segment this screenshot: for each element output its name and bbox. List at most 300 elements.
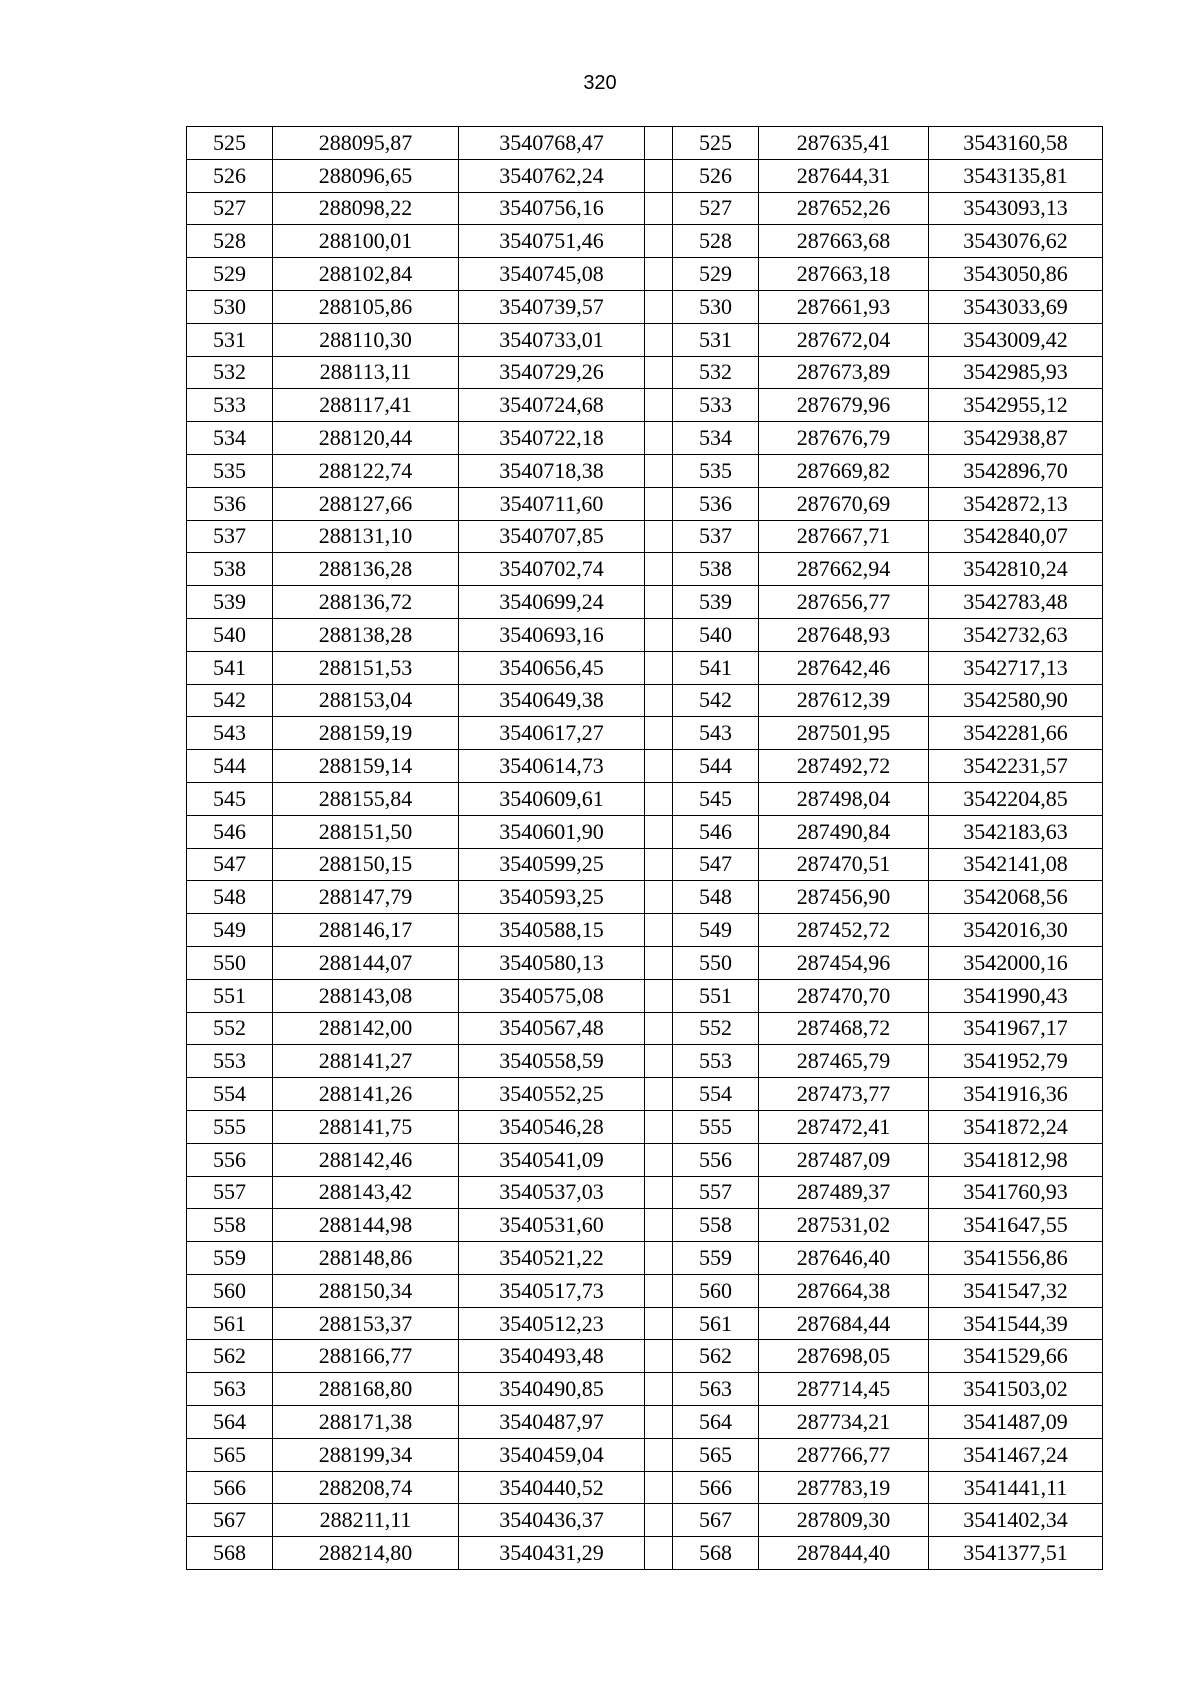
spacer-cell bbox=[645, 1471, 673, 1504]
x-coordinate-right: 287663,68 bbox=[759, 225, 929, 258]
x-coordinate-left: 288211,11 bbox=[273, 1504, 459, 1537]
x-coordinate-right: 287531,02 bbox=[759, 1209, 929, 1242]
y-coordinate-left: 3540699,24 bbox=[459, 586, 645, 619]
y-coordinate-right: 3542955,12 bbox=[929, 389, 1103, 422]
spacer-cell bbox=[645, 520, 673, 553]
x-coordinate-left: 288141,26 bbox=[273, 1078, 459, 1111]
table-row bbox=[187, 159, 1103, 192]
table-row bbox=[187, 1406, 1103, 1439]
y-coordinate-right: 3542985,93 bbox=[929, 356, 1103, 389]
y-coordinate-right: 3542281,66 bbox=[929, 717, 1103, 750]
point-number-left: 565 bbox=[187, 1438, 273, 1471]
y-coordinate-right: 3541529,66 bbox=[929, 1340, 1103, 1373]
spacer-cell bbox=[645, 389, 673, 422]
x-coordinate-left: 288095,87 bbox=[273, 127, 459, 160]
y-coordinate-right: 3541967,17 bbox=[929, 1012, 1103, 1045]
spacer-cell bbox=[645, 1012, 673, 1045]
y-coordinate-right: 3542231,57 bbox=[929, 750, 1103, 783]
x-coordinate-left: 288098,22 bbox=[273, 192, 459, 225]
point-number-right: 550 bbox=[673, 946, 759, 979]
spacer-cell bbox=[645, 979, 673, 1012]
x-coordinate-right: 287844,40 bbox=[759, 1537, 929, 1570]
point-number-right: 546 bbox=[673, 815, 759, 848]
point-number-left: 536 bbox=[187, 487, 273, 520]
table-row bbox=[187, 717, 1103, 750]
x-coordinate-right: 287456,90 bbox=[759, 881, 929, 914]
table-row bbox=[187, 848, 1103, 881]
y-coordinate-left: 3540593,25 bbox=[459, 881, 645, 914]
y-coordinate-left: 3540517,73 bbox=[459, 1274, 645, 1307]
x-coordinate-left: 288100,01 bbox=[273, 225, 459, 258]
x-coordinate-right: 287672,04 bbox=[759, 323, 929, 356]
y-coordinate-right: 3541467,24 bbox=[929, 1438, 1103, 1471]
spacer-cell bbox=[645, 914, 673, 947]
table-row bbox=[187, 1307, 1103, 1340]
spacer-cell bbox=[645, 1406, 673, 1439]
x-coordinate-left: 288136,28 bbox=[273, 553, 459, 586]
point-number-right: 556 bbox=[673, 1143, 759, 1176]
spacer-cell bbox=[645, 750, 673, 783]
table-row bbox=[187, 782, 1103, 815]
spacer-cell bbox=[645, 1340, 673, 1373]
x-coordinate-right: 287472,41 bbox=[759, 1110, 929, 1143]
y-coordinate-right: 3541916,36 bbox=[929, 1078, 1103, 1111]
point-number-right: 532 bbox=[673, 356, 759, 389]
table-row bbox=[187, 1143, 1103, 1176]
table-row bbox=[187, 454, 1103, 487]
table-row bbox=[187, 1209, 1103, 1242]
x-coordinate-left: 288105,86 bbox=[273, 290, 459, 323]
point-number-right: 526 bbox=[673, 159, 759, 192]
y-coordinate-right: 3543160,58 bbox=[929, 127, 1103, 160]
table-row bbox=[187, 1471, 1103, 1504]
point-number-left: 546 bbox=[187, 815, 273, 848]
spacer-cell bbox=[645, 422, 673, 455]
spacer-cell bbox=[645, 1078, 673, 1111]
spacer-cell bbox=[645, 1274, 673, 1307]
y-coordinate-right: 3542810,24 bbox=[929, 553, 1103, 586]
point-number-right: 538 bbox=[673, 553, 759, 586]
point-number-left: 567 bbox=[187, 1504, 273, 1537]
point-number-left: 534 bbox=[187, 422, 273, 455]
table-row bbox=[187, 487, 1103, 520]
x-coordinate-right: 287498,04 bbox=[759, 782, 929, 815]
x-coordinate-right: 287673,89 bbox=[759, 356, 929, 389]
coordinates-table bbox=[186, 126, 1103, 1570]
y-coordinate-right: 3542717,13 bbox=[929, 651, 1103, 684]
x-coordinate-left: 288131,10 bbox=[273, 520, 459, 553]
point-number-right: 564 bbox=[673, 1406, 759, 1439]
x-coordinate-left: 288171,38 bbox=[273, 1406, 459, 1439]
point-number-right: 561 bbox=[673, 1307, 759, 1340]
x-coordinate-right: 287487,09 bbox=[759, 1143, 929, 1176]
y-coordinate-right: 3541547,32 bbox=[929, 1274, 1103, 1307]
point-number-left: 542 bbox=[187, 684, 273, 717]
y-coordinate-left: 3540711,60 bbox=[459, 487, 645, 520]
table-row bbox=[187, 422, 1103, 455]
spacer-cell bbox=[645, 782, 673, 815]
point-number-right: 553 bbox=[673, 1045, 759, 1078]
table-row bbox=[187, 356, 1103, 389]
point-number-left: 559 bbox=[187, 1242, 273, 1275]
point-number-right: 530 bbox=[673, 290, 759, 323]
y-coordinate-right: 3541647,55 bbox=[929, 1209, 1103, 1242]
x-coordinate-right: 287468,72 bbox=[759, 1012, 929, 1045]
table-row bbox=[187, 1242, 1103, 1275]
x-coordinate-left: 288168,80 bbox=[273, 1373, 459, 1406]
y-coordinate-right: 3542016,30 bbox=[929, 914, 1103, 947]
y-coordinate-left: 3540580,13 bbox=[459, 946, 645, 979]
point-number-right: 563 bbox=[673, 1373, 759, 1406]
y-coordinate-left: 3540751,46 bbox=[459, 225, 645, 258]
spacer-cell bbox=[645, 586, 673, 619]
y-coordinate-left: 3540552,25 bbox=[459, 1078, 645, 1111]
x-coordinate-left: 288117,41 bbox=[273, 389, 459, 422]
y-coordinate-right: 3541503,02 bbox=[929, 1373, 1103, 1406]
x-coordinate-left: 288147,79 bbox=[273, 881, 459, 914]
table-row bbox=[187, 684, 1103, 717]
point-number-left: 538 bbox=[187, 553, 273, 586]
spacer-cell bbox=[645, 651, 673, 684]
x-coordinate-right: 287679,96 bbox=[759, 389, 929, 422]
y-coordinate-left: 3540762,24 bbox=[459, 159, 645, 192]
point-number-right: 559 bbox=[673, 1242, 759, 1275]
point-number-right: 527 bbox=[673, 192, 759, 225]
point-number-left: 551 bbox=[187, 979, 273, 1012]
x-coordinate-left: 288151,53 bbox=[273, 651, 459, 684]
point-number-left: 555 bbox=[187, 1110, 273, 1143]
table-row bbox=[187, 586, 1103, 619]
point-number-left: 566 bbox=[187, 1471, 273, 1504]
x-coordinate-left: 288151,50 bbox=[273, 815, 459, 848]
x-coordinate-left: 288143,08 bbox=[273, 979, 459, 1012]
table-row bbox=[187, 651, 1103, 684]
y-coordinate-left: 3540459,04 bbox=[459, 1438, 645, 1471]
x-coordinate-left: 288199,34 bbox=[273, 1438, 459, 1471]
y-coordinate-left: 3540656,45 bbox=[459, 651, 645, 684]
spacer-cell bbox=[645, 1307, 673, 1340]
table-row bbox=[187, 1176, 1103, 1209]
x-coordinate-left: 288127,66 bbox=[273, 487, 459, 520]
x-coordinate-right: 287635,41 bbox=[759, 127, 929, 160]
table-row bbox=[187, 914, 1103, 947]
spacer-cell bbox=[645, 290, 673, 323]
x-coordinate-left: 288148,86 bbox=[273, 1242, 459, 1275]
spacer-cell bbox=[645, 225, 673, 258]
point-number-right: 549 bbox=[673, 914, 759, 947]
y-coordinate-right: 3542840,07 bbox=[929, 520, 1103, 553]
table-row bbox=[187, 323, 1103, 356]
point-number-right: 536 bbox=[673, 487, 759, 520]
x-coordinate-right: 287612,39 bbox=[759, 684, 929, 717]
x-coordinate-left: 288150,34 bbox=[273, 1274, 459, 1307]
table-row bbox=[187, 258, 1103, 291]
point-number-left: 543 bbox=[187, 717, 273, 750]
y-coordinate-right: 3543076,62 bbox=[929, 225, 1103, 258]
y-coordinate-left: 3540733,01 bbox=[459, 323, 645, 356]
y-coordinate-right: 3542204,85 bbox=[929, 782, 1103, 815]
x-coordinate-right: 287766,77 bbox=[759, 1438, 929, 1471]
x-coordinate-right: 287454,96 bbox=[759, 946, 929, 979]
point-number-left: 558 bbox=[187, 1209, 273, 1242]
x-coordinate-left: 288120,44 bbox=[273, 422, 459, 455]
x-coordinate-right: 287470,70 bbox=[759, 979, 929, 1012]
point-number-left: 528 bbox=[187, 225, 273, 258]
table-row bbox=[187, 1504, 1103, 1537]
y-coordinate-right: 3542896,70 bbox=[929, 454, 1103, 487]
table-row bbox=[187, 225, 1103, 258]
x-coordinate-right: 287664,38 bbox=[759, 1274, 929, 1307]
point-number-right: 565 bbox=[673, 1438, 759, 1471]
point-number-left: 532 bbox=[187, 356, 273, 389]
y-coordinate-right: 3542000,16 bbox=[929, 946, 1103, 979]
x-coordinate-right: 287646,40 bbox=[759, 1242, 929, 1275]
table-row bbox=[187, 1045, 1103, 1078]
point-number-left: 556 bbox=[187, 1143, 273, 1176]
point-number-right: 560 bbox=[673, 1274, 759, 1307]
x-coordinate-left: 288136,72 bbox=[273, 586, 459, 619]
x-coordinate-left: 288141,27 bbox=[273, 1045, 459, 1078]
point-number-left: 545 bbox=[187, 782, 273, 815]
y-coordinate-right: 3543135,81 bbox=[929, 159, 1103, 192]
x-coordinate-left: 288144,98 bbox=[273, 1209, 459, 1242]
table-row bbox=[187, 1340, 1103, 1373]
y-coordinate-right: 3541990,43 bbox=[929, 979, 1103, 1012]
x-coordinate-right: 287670,69 bbox=[759, 487, 929, 520]
x-coordinate-left: 288142,00 bbox=[273, 1012, 459, 1045]
x-coordinate-left: 288153,37 bbox=[273, 1307, 459, 1340]
x-coordinate-left: 288159,14 bbox=[273, 750, 459, 783]
spacer-cell bbox=[645, 1242, 673, 1275]
x-coordinate-right: 287667,71 bbox=[759, 520, 929, 553]
point-number-left: 568 bbox=[187, 1537, 273, 1570]
table-row bbox=[187, 127, 1103, 160]
x-coordinate-right: 287698,05 bbox=[759, 1340, 929, 1373]
point-number-left: 564 bbox=[187, 1406, 273, 1439]
spacer-cell bbox=[645, 1110, 673, 1143]
spacer-cell bbox=[645, 159, 673, 192]
point-number-right: 535 bbox=[673, 454, 759, 487]
y-coordinate-left: 3540729,26 bbox=[459, 356, 645, 389]
point-number-left: 526 bbox=[187, 159, 273, 192]
table-row bbox=[187, 1438, 1103, 1471]
x-coordinate-left: 288153,04 bbox=[273, 684, 459, 717]
y-coordinate-left: 3540702,74 bbox=[459, 553, 645, 586]
spacer-cell bbox=[645, 717, 673, 750]
spacer-cell bbox=[645, 881, 673, 914]
x-coordinate-right: 287642,46 bbox=[759, 651, 929, 684]
x-coordinate-right: 287684,44 bbox=[759, 1307, 929, 1340]
point-number-right: 545 bbox=[673, 782, 759, 815]
point-number-right: 533 bbox=[673, 389, 759, 422]
table-row bbox=[187, 1274, 1103, 1307]
y-coordinate-left: 3540546,28 bbox=[459, 1110, 645, 1143]
point-number-right: 531 bbox=[673, 323, 759, 356]
x-coordinate-right: 287490,84 bbox=[759, 815, 929, 848]
point-number-left: 563 bbox=[187, 1373, 273, 1406]
point-number-left: 527 bbox=[187, 192, 273, 225]
x-coordinate-left: 288113,11 bbox=[273, 356, 459, 389]
page-number: 320 bbox=[583, 72, 617, 94]
point-number-right: 534 bbox=[673, 422, 759, 455]
y-coordinate-right: 3541952,79 bbox=[929, 1045, 1103, 1078]
y-coordinate-left: 3540614,73 bbox=[459, 750, 645, 783]
spacer-cell bbox=[645, 1373, 673, 1406]
point-number-right: 555 bbox=[673, 1110, 759, 1143]
y-coordinate-left: 3540617,27 bbox=[459, 717, 645, 750]
point-number-left: 525 bbox=[187, 127, 273, 160]
point-number-right: 543 bbox=[673, 717, 759, 750]
table-row bbox=[187, 750, 1103, 783]
point-number-right: 568 bbox=[673, 1537, 759, 1570]
point-number-right: 554 bbox=[673, 1078, 759, 1111]
spacer-cell bbox=[645, 815, 673, 848]
point-number-left: 552 bbox=[187, 1012, 273, 1045]
table-row bbox=[187, 389, 1103, 422]
table-row bbox=[187, 618, 1103, 651]
x-coordinate-right: 287656,77 bbox=[759, 586, 929, 619]
point-number-left: 537 bbox=[187, 520, 273, 553]
point-number-right: 567 bbox=[673, 1504, 759, 1537]
y-coordinate-left: 3540512,23 bbox=[459, 1307, 645, 1340]
x-coordinate-right: 287669,82 bbox=[759, 454, 929, 487]
y-coordinate-left: 3540440,52 bbox=[459, 1471, 645, 1504]
x-coordinate-right: 287734,21 bbox=[759, 1406, 929, 1439]
point-number-left: 548 bbox=[187, 881, 273, 914]
y-coordinate-right: 3542580,90 bbox=[929, 684, 1103, 717]
x-coordinate-left: 288166,77 bbox=[273, 1340, 459, 1373]
y-coordinate-left: 3540649,38 bbox=[459, 684, 645, 717]
y-coordinate-left: 3540588,15 bbox=[459, 914, 645, 947]
spacer-cell bbox=[645, 1438, 673, 1471]
point-number-left: 535 bbox=[187, 454, 273, 487]
y-coordinate-left: 3540531,60 bbox=[459, 1209, 645, 1242]
point-number-left: 549 bbox=[187, 914, 273, 947]
y-coordinate-right: 3543093,13 bbox=[929, 192, 1103, 225]
spacer-cell bbox=[645, 487, 673, 520]
y-coordinate-right: 3542938,87 bbox=[929, 422, 1103, 455]
y-coordinate-left: 3540575,08 bbox=[459, 979, 645, 1012]
point-number-right: 566 bbox=[673, 1471, 759, 1504]
y-coordinate-right: 3542732,63 bbox=[929, 618, 1103, 651]
y-coordinate-right: 3541377,51 bbox=[929, 1537, 1103, 1570]
x-coordinate-left: 288096,65 bbox=[273, 159, 459, 192]
point-number-left: 540 bbox=[187, 618, 273, 651]
y-coordinate-right: 3541402,34 bbox=[929, 1504, 1103, 1537]
point-number-left: 547 bbox=[187, 848, 273, 881]
spacer-cell bbox=[645, 356, 673, 389]
x-coordinate-left: 288143,42 bbox=[273, 1176, 459, 1209]
point-number-left: 539 bbox=[187, 586, 273, 619]
y-coordinate-right: 3541544,39 bbox=[929, 1307, 1103, 1340]
point-number-left: 544 bbox=[187, 750, 273, 783]
x-coordinate-left: 288142,46 bbox=[273, 1143, 459, 1176]
y-coordinate-left: 3540431,29 bbox=[459, 1537, 645, 1570]
table-row bbox=[187, 553, 1103, 586]
y-coordinate-right: 3542068,56 bbox=[929, 881, 1103, 914]
y-coordinate-right: 3541872,24 bbox=[929, 1110, 1103, 1143]
y-coordinate-left: 3540609,61 bbox=[459, 782, 645, 815]
x-coordinate-left: 288110,30 bbox=[273, 323, 459, 356]
y-coordinate-left: 3540768,47 bbox=[459, 127, 645, 160]
y-coordinate-right: 3542783,48 bbox=[929, 586, 1103, 619]
point-number-left: 553 bbox=[187, 1045, 273, 1078]
x-coordinate-right: 287809,30 bbox=[759, 1504, 929, 1537]
point-number-right: 552 bbox=[673, 1012, 759, 1045]
y-coordinate-left: 3540537,03 bbox=[459, 1176, 645, 1209]
spacer-cell bbox=[645, 454, 673, 487]
y-coordinate-right: 3541487,09 bbox=[929, 1406, 1103, 1439]
x-coordinate-left: 288150,15 bbox=[273, 848, 459, 881]
point-number-right: 540 bbox=[673, 618, 759, 651]
point-number-right: 529 bbox=[673, 258, 759, 291]
x-coordinate-left: 288146,17 bbox=[273, 914, 459, 947]
table-row bbox=[187, 946, 1103, 979]
x-coordinate-right: 287489,37 bbox=[759, 1176, 929, 1209]
spacer-cell bbox=[645, 1143, 673, 1176]
y-coordinate-left: 3540745,08 bbox=[459, 258, 645, 291]
point-number-left: 557 bbox=[187, 1176, 273, 1209]
y-coordinate-left: 3540567,48 bbox=[459, 1012, 645, 1045]
point-number-left: 531 bbox=[187, 323, 273, 356]
x-coordinate-right: 287661,93 bbox=[759, 290, 929, 323]
x-coordinate-right: 287663,18 bbox=[759, 258, 929, 291]
y-coordinate-right: 3542872,13 bbox=[929, 487, 1103, 520]
point-number-left: 541 bbox=[187, 651, 273, 684]
x-coordinate-left: 288102,84 bbox=[273, 258, 459, 291]
point-number-right: 557 bbox=[673, 1176, 759, 1209]
y-coordinate-left: 3540493,48 bbox=[459, 1340, 645, 1373]
y-coordinate-right: 3543050,86 bbox=[929, 258, 1103, 291]
spacer-cell bbox=[645, 1045, 673, 1078]
x-coordinate-right: 287652,26 bbox=[759, 192, 929, 225]
point-number-left: 560 bbox=[187, 1274, 273, 1307]
table-row bbox=[187, 1012, 1103, 1045]
table-row bbox=[187, 1537, 1103, 1570]
point-number-left: 550 bbox=[187, 946, 273, 979]
y-coordinate-left: 3540521,22 bbox=[459, 1242, 645, 1275]
spacer-cell bbox=[645, 848, 673, 881]
y-coordinate-left: 3540722,18 bbox=[459, 422, 645, 455]
point-number-left: 554 bbox=[187, 1078, 273, 1111]
point-number-right: 542 bbox=[673, 684, 759, 717]
x-coordinate-right: 287452,72 bbox=[759, 914, 929, 947]
x-coordinate-right: 287662,94 bbox=[759, 553, 929, 586]
x-coordinate-left: 288122,74 bbox=[273, 454, 459, 487]
point-number-right: 537 bbox=[673, 520, 759, 553]
table-row bbox=[187, 1078, 1103, 1111]
spacer-cell bbox=[645, 1504, 673, 1537]
point-number-left: 561 bbox=[187, 1307, 273, 1340]
y-coordinate-left: 3540490,85 bbox=[459, 1373, 645, 1406]
x-coordinate-right: 287501,95 bbox=[759, 717, 929, 750]
point-number-right: 547 bbox=[673, 848, 759, 881]
point-number-right: 558 bbox=[673, 1209, 759, 1242]
y-coordinate-left: 3540487,97 bbox=[459, 1406, 645, 1439]
y-coordinate-right: 3541556,86 bbox=[929, 1242, 1103, 1275]
spacer-cell bbox=[645, 1537, 673, 1570]
x-coordinate-right: 287676,79 bbox=[759, 422, 929, 455]
point-number-left: 529 bbox=[187, 258, 273, 291]
table-row bbox=[187, 815, 1103, 848]
table-row bbox=[187, 1110, 1103, 1143]
point-number-right: 551 bbox=[673, 979, 759, 1012]
x-coordinate-right: 287492,72 bbox=[759, 750, 929, 783]
y-coordinate-left: 3540541,09 bbox=[459, 1143, 645, 1176]
x-coordinate-right: 287714,45 bbox=[759, 1373, 929, 1406]
y-coordinate-left: 3540599,25 bbox=[459, 848, 645, 881]
table-row bbox=[187, 1373, 1103, 1406]
